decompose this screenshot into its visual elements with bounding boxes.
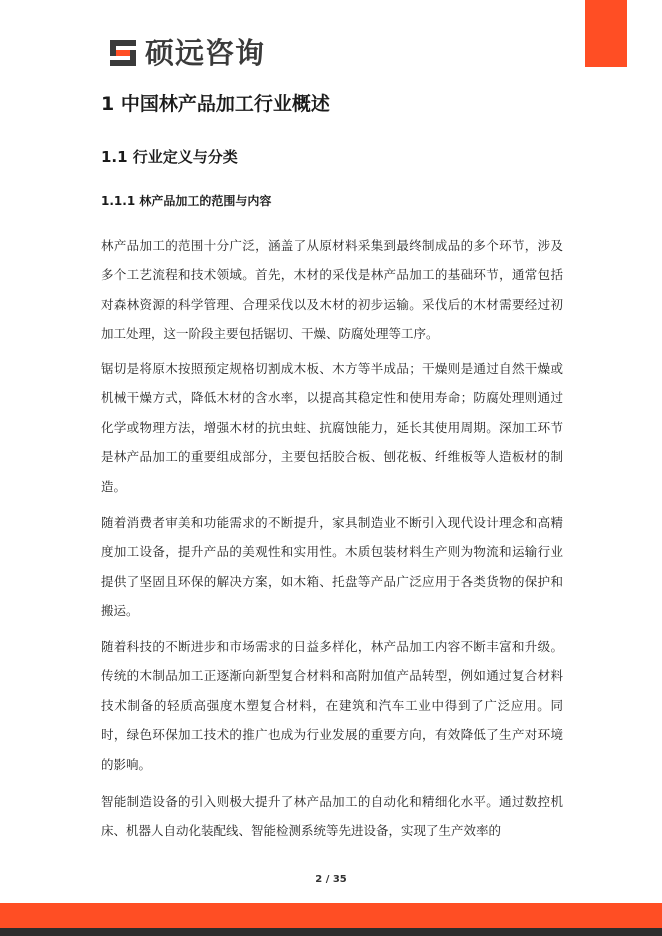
paragraph-3: 随着消费者审美和功能需求的不断提升，家具制造业不断引入现代设计理念和高精度加工设备，提升产品的美观性和实用性。木质包装材料生产则为物流和运输行业提供了坚固且环保的解决方案，如木箱、托盘等产品广泛应用于各类货物的保护和搬运。: [101, 515, 563, 619]
brand-s-mark-icon: [108, 38, 138, 68]
paragraph-4: 随着科技的不断进步和市场需求的日益多样化，林产品加工内容不断丰富和升级。传统的木制品加工正逐渐向新型复合材料和高附加值产品转型，例如通过复合材料技术制备的轻质高强度木塑复合材料，在建筑和汽车工业中得到了广泛应用。同时，绿色环保加工技术的推广也成为行业发展的重要方向，有效降低了生产对环境的影响。: [101, 639, 563, 772]
paragraph-1: 林产品加工的范围十分广泛，涵盖了从原材料采集到最终制成品的多个环节，涉及多个工艺流程和技术领域。首先，木材的采伐是林产品加工的基础环节，通常包括对森林资源的科学管理、合理采伐以及木材的初步运输。采伐后的木材需要经过初加工处理，这一阶段主要包括锯切、干燥、防腐处理等工序。: [101, 238, 563, 342]
footer-dark-strip: [0, 928, 662, 936]
footer-accent-bar: [0, 903, 662, 928]
chapter-heading: 1 中国林产品加工行业概述: [101, 93, 330, 115]
page-number: 2 / 35: [315, 874, 347, 885]
corner-accent-tab: [585, 0, 627, 67]
logo-text: 硕远咨询: [145, 36, 266, 70]
section-heading: 1.1 行业定义与分类: [101, 148, 238, 166]
company-logo: [108, 36, 265, 70]
paragraph-5: 智能制造设备的引入则极大提升了林产品加工的自动化和精细化水平。通过数控机床、机器人自动化装配线、智能检测系统等先进设备，实现了生产效率的: [101, 794, 563, 839]
paragraph-2: 锯切是将原木按照预定规格切割成木板、木方等半成品；干燥则是通过自然干燥或机械干燥方式，降低木材的含水率，以提高其稳定性和使用寿命；防腐处理则通过化学或物理方法，增强木材的抗虫蛀、抗腐蚀能力，延长其使用周期。深加工环节是林产品加工的重要组成部分，主要包括胶合板、刨花板、纤维板等人造板材的制造。: [101, 361, 563, 494]
subsection-heading: 1.1.1 林产品加工的范围与内容: [101, 194, 272, 208]
